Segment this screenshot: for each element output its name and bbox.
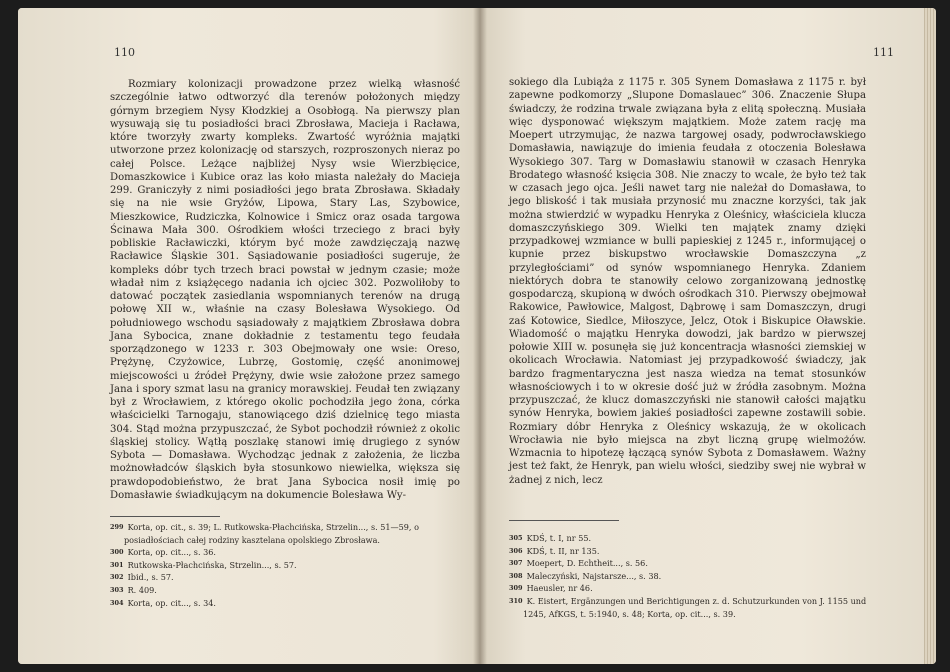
page-edge-right [924,8,936,664]
footnote-rule-left [110,516,220,517]
footnote: 308 Maleczyński, Najstarsze..., s. 38. [509,570,662,581]
page-number-left: 110 [114,46,135,59]
footnote: 300 Korta, op. cit..., s. 36. [110,547,216,558]
right-page [480,8,936,664]
left-page [18,8,480,664]
footnote-rule-right [509,520,619,521]
right-page-body: sokiego dla Lubiąża z 1175 r. 305 Synem Domasława z 1175 r. był zapewne podkomorzy „Slupone Domaslauec” 306. Znaczenie Słupa świadczy, że rodzina trwale związana była z elitą społeczną. Musiała więc dysponować większym majątkiem. Może zatem rację ma Moepert utrzymując, że nazwa targowej osady, podwrocławskiego Domasławia, nawiązuje do imienia feudała z otoczenia Bolesława Wysokiego 307. Targ w Domasławiu stanowił w czasach Henryka Brodatego własność księcia 308. Nie znaczy to wcale, że było też tak w czasach jego ojca. Jeśli nawet targ nie należał do Domasława, to jego bliskość i tak musiała przynosić mu znaczne korzyści, tak jak można stwierdzić w wypadku Henryka z Oleśnicy, właściciela klucza domaszczyńskiego 309. Wielki ten majątek znamy dzięki przypadkowej wzmiance w bulli papieskiej z 1245 r., informującej o kupnie przez biskupstwo wrocławskie Domaszczyna „z przyległościami” od synów wspomnianego Henryka. Zdaniem niektórych dobra te stanowiły celowo zorganizowaną jednostkę gospodarczą, skupioną w dwóch ośrodkach 310. Pierwszy obejmował Rakowice, Pawłowice, Malgost, Dąbrowę i sam Domaszczyn, drugi zaś Kotowice, Siedlce, Miłoszyce, Jelcz, Otok i Biskupice Oławskie. Wiadomość o majątku Henryka dowodzi, jak bardzo w pierwszej połowie XIII w. posunęła się już koncentracja własności ziemskiej w okolicach Wrocławia. Natomiast jej przypadkowość świadczy, jak bardzo fragmentaryczna jest nasza wiedza na temat stosunków własnościowych i to w okresie dość już w źródła zasobnym. Można przypuszczać, że klucz domaszczyński nie stanowił całości majątku synów Henryka, bowiem jakieś posiadłości zapewne zostawili sobie. Rozmiary dóbr Henryka z Oleśnicy wskazują, że w okolicach Wrocławia nie było miejsca na zbyt liczną grupę wielmożów. Wzmacnia to hipotezę łączącą synów Sybota z Domasławem. Ważny jest też fakt, że Henryk, pan wielu włości, siedziby swej nie wybrał w żadnej z nich, lecz [509,77,866,486]
book-gutter [473,8,487,664]
footnote: 302 Ibid., s. 57. [110,572,174,583]
book-spread [18,8,936,664]
footnote: 301 Rutkowska-Płachcińska, Strzelin..., s. 57. [110,559,297,570]
footnote: 309 Haeusler, nr 46. [509,583,593,594]
footnote: 310 K. Eistert, Ergänzungen und Berichtigungen z. d. Schutzurkunden von J. 1155 und 1245, AfKGS, t. 5:1940, s. 48; Korta, op. cit..., s. 39. [509,595,867,619]
left-page-body: Rozmiary kolonizacji prowadzone przez wielką własność szczególnie łatwo odtworzyć dla terenów położonych między górnym brzegiem Nysy Kłodzkiej a Osobłogą. Na pierwszy plan wysuwają się tu posiadłości braci Zbrosława, Macieja i Racława, które tworzyły zwarty kompleks. Zwartość wyróżnia majątki utworzone przez kolonizację od starszych, rozproszonych nieraz po całej Polsce. Leżące najbliżej Nysy wsie Wierzbięcice, Domaszkowice i Kubice oraz las koło miasta należały do Macieja 299. Graniczyły z nimi posiadłości jego brata Zbrosława. Składały się na nie wsie Gryżów, Lipowa, Stary Las, Szybowice, Mieszkowice, Rudziczka, Kolnowice i Smicz oraz osada targowa Ścinawa Mała 300. Ośrodkiem włości trzeciego z braci były pobliskie Racławiczki, którym być może zawdzięczają nazwę Racławice Śląskie 301. Sąsiadowanie posiadłości sugeruje, że kompleks dóbr tych trzech braci powstał w jednym czasie; może władał nim z książęcego nadania ich ojciec 302. Pozwoliłoby to datować początek zasiedlania wspomnianych terenów na drugą połowę XII w., właśnie na czasy Bolesława Wysokiego. Od południowego wschodu sąsiadowały z majątkiem Zbrosława dobra Jana Sybocica, znane dokładnie z testamentu tego feudała sporządzonego w 1233 r. 303 Obejmowały one wsie: Oreso, Prężynę, Czyżowice, Lubrzę, Gostomię, część anonimowej miejscowości u źródeł Prężyny, dwie wsie założone przez samego Jana i spory szmat lasu na granicy morawskiej. Feudał ten związany był z Wrocławiem, z którego okolic pochodziła jego żona, córka właścicielki Tarnogaju, stanowiącego dziś dzielnicę tego miasta 304. Stąd można przypuszczać, że Sybot pochodził również z okolic śląskiej stolicy. Wątłą poszlakę stanowi imię drugiego z synów Sybota — Domasława. Wychodząc jednak z założenia, że liczba możnowładców śląskich była stosunkowo niewielka, większa się prawdopodobieństwo, że brat Jana Sybocica nosił imię po Domasławie świadkującym na dokumencie Bolesława Wy- [110,79,460,501]
footnotes-right [509,532,869,620]
footnote: 307 Moepert, D. Echtheit..., s. 56. [509,558,648,569]
footnote: 306 KDŚ, t. II, nr 135. [509,545,600,556]
footnote: 305 KDŚ, t. I, nr 55. [509,533,592,543]
footnote: 304 Korta, op. cit..., s. 34. [110,597,216,608]
footnote: 303 R. 409. [110,584,157,595]
footnotes-left [110,521,460,609]
page-number-right: 111 [873,46,894,59]
footnote: 299 Korta, op. cit., s. 39; L. Rutkowska-Płachcińska, Strzelin..., s. 51—59, o posiadłościach całej rodziny kasztelana opolskiego Zbrosława. [110,522,419,545]
